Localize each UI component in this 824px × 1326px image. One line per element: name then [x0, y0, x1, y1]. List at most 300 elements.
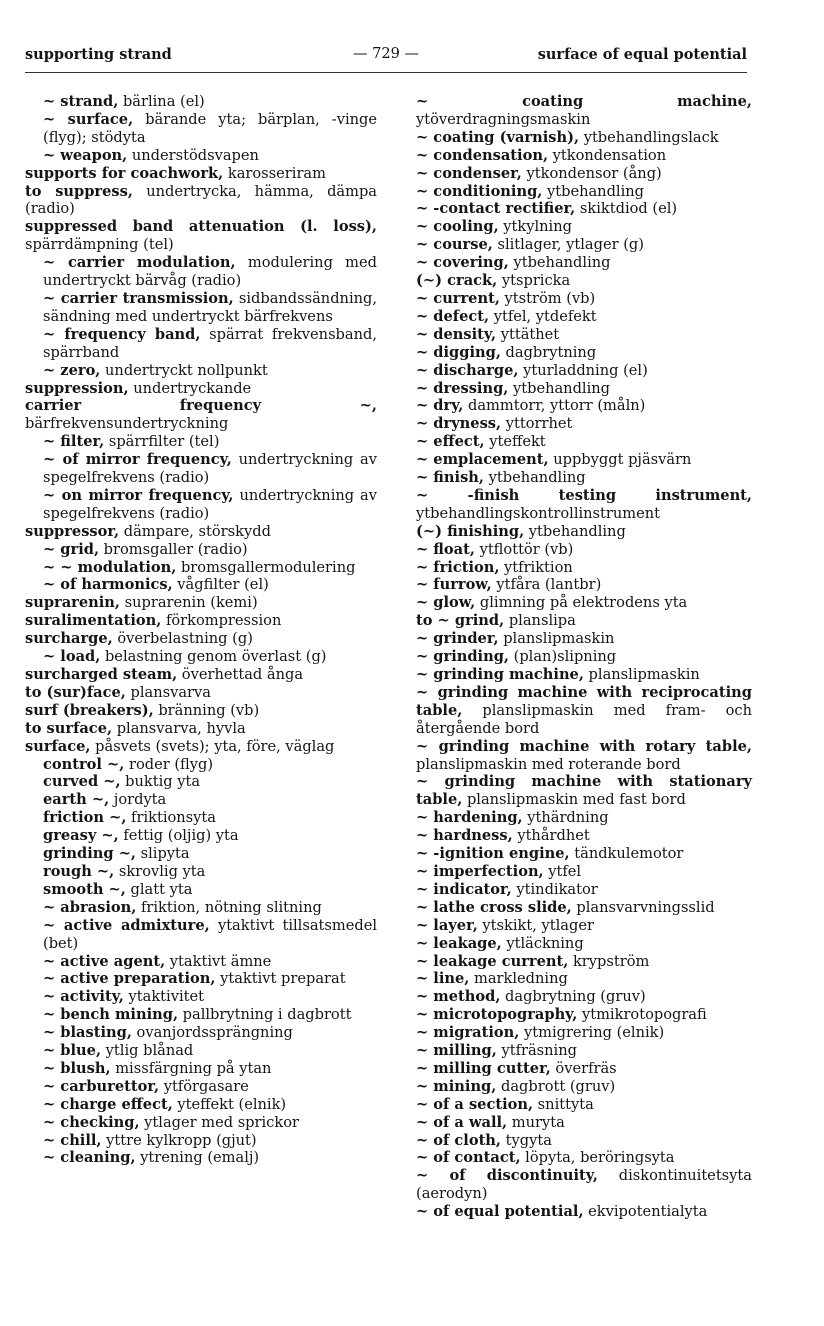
- dictionary-entry: [25, 648, 377, 666]
- dictionary-entry: [416, 1006, 752, 1024]
- dictionary-entry: [416, 415, 752, 433]
- entry-definition: förkompression: [161, 612, 282, 630]
- dictionary-entry: [25, 326, 377, 362]
- entry-term: ~ bench mining,: [43, 1006, 179, 1024]
- entry-term: ~ active preparation,: [43, 970, 216, 988]
- entry-definition: muryta: [507, 1113, 565, 1131]
- dictionary-entry: [25, 362, 377, 380]
- entry-term: surcharge,: [25, 630, 113, 648]
- entry-term: ~ of equal potential,: [416, 1203, 584, 1221]
- entry-definition: planslipmaskin: [498, 630, 615, 648]
- entry-term: ~ -finish testing instrument,: [416, 486, 752, 504]
- dictionary-entry: [25, 1149, 377, 1167]
- left-column: [25, 93, 377, 1167]
- entry-term: ~ dry,: [416, 397, 464, 415]
- entry-term: ~ cooling,: [416, 218, 499, 236]
- entry-definition: krypström: [568, 952, 650, 970]
- entry-definition: vågfilter (el): [172, 576, 269, 594]
- dictionary-entry: [416, 1096, 752, 1114]
- entry-term: suprarenin,: [25, 594, 120, 612]
- dictionary-entry: [25, 612, 377, 630]
- entry-definition: planslipmaskin: [583, 666, 700, 683]
- entry-definition: ytflottör (vb): [474, 540, 574, 558]
- entry-term: ~ grinding machine with reciprocating table,: [416, 683, 752, 719]
- entry-definition: ytkondensor (ång): [521, 164, 662, 182]
- entry-definition: yttre kylkropp (gjut): [101, 1131, 257, 1149]
- entry-term: ~ cleaning,: [43, 1149, 136, 1167]
- entry-definition: diskontinuitetsyta (aerodyn): [416, 1167, 752, 1203]
- entry-term: ~ of mirror frequency,: [43, 451, 232, 469]
- entry-definition: ytfåra (lantbr): [491, 576, 602, 594]
- entry-term: ~ abrasion,: [43, 898, 137, 916]
- dictionary-entry: [25, 666, 377, 684]
- entry-term: ~ method,: [416, 988, 501, 1006]
- entry-term: ~ load,: [43, 648, 101, 666]
- entry-definition: planslipmaskin med fram- och återgående bord: [416, 701, 752, 737]
- dictionary-entry: [25, 559, 377, 577]
- dictionary-entry: [25, 165, 377, 183]
- entry-term: ~ course,: [416, 236, 493, 254]
- entry-definition: planslipa: [504, 612, 576, 630]
- entry-definition: plansvarvningsslid: [571, 898, 715, 916]
- entry-term: ~ grinding machine,: [416, 666, 584, 683]
- dictionary-entry: [25, 397, 377, 433]
- entry-term: grinding ~,: [43, 845, 136, 863]
- entry-definition: bärlina (el): [118, 93, 205, 110]
- dictionary-entry: [25, 523, 377, 541]
- dictionary-entry: [416, 935, 752, 953]
- entry-definition: bromsgaller (radio): [99, 540, 248, 558]
- entry-term: ~ coating machine,: [416, 93, 752, 110]
- dictionary-entry: [25, 1042, 377, 1060]
- entry-definition: ytbehandling: [542, 182, 645, 200]
- entry-definition: ytaktivitet: [123, 988, 204, 1006]
- dictionary-entry: [416, 827, 752, 845]
- entry-definition: karosseriram: [223, 164, 326, 182]
- dictionary-entry: [25, 433, 377, 451]
- dictionary-entry: [416, 397, 752, 415]
- dictionary-entry: [416, 1167, 752, 1203]
- dictionary-entry: [416, 1203, 752, 1221]
- entry-term: ~ line,: [416, 970, 470, 988]
- entry-term: ~ of discontinuity,: [416, 1167, 598, 1185]
- entry-definition: ytaktivt tillsatsmedel (bet): [43, 916, 377, 952]
- dictionary-entry: [416, 236, 752, 254]
- entry-definition: ytaktivt ämne: [165, 952, 272, 970]
- entry-definition: roder (flyg): [124, 755, 214, 773]
- dictionary-entry: [416, 165, 752, 183]
- entry-definition: pallbrytning i dagbrott: [178, 1006, 352, 1024]
- entry-definition: påsvets (svets); yta, före, väglag: [90, 737, 335, 755]
- entry-term: ~ checking,: [43, 1113, 140, 1131]
- entry-term: to surface,: [25, 719, 113, 737]
- dictionary-entry: [416, 523, 752, 541]
- entry-term: ~ chill,: [43, 1131, 102, 1149]
- dictionary-entry: [416, 487, 752, 523]
- entry-definition: tygyta: [501, 1131, 552, 1149]
- entry-definition: undertrycka, hämma, dämpa (radio): [25, 182, 377, 218]
- entry-term: suppressor,: [25, 522, 120, 540]
- dictionary-entry: [25, 1024, 377, 1042]
- dictionary-entry: [416, 308, 752, 326]
- entry-definition: dammtorr, yttorr (måln): [463, 397, 646, 415]
- dictionary-entry: [416, 970, 752, 988]
- dictionary-entry: [25, 254, 377, 290]
- dictionary-entry: [416, 200, 752, 218]
- entry-definition: sidbandssändning, sändning med undertryckt bärfrekvens: [43, 289, 377, 325]
- dictionary-entry: [416, 451, 752, 469]
- dictionary-entry: [416, 1149, 752, 1167]
- dictionary-entry: [416, 1132, 752, 1150]
- entry-term: ~ digging,: [416, 343, 501, 361]
- entry-definition: ekvipotentialyta: [583, 1203, 708, 1221]
- dictionary-entry: [25, 684, 377, 702]
- entry-definition: missfärgning på ytan: [110, 1059, 272, 1077]
- entry-term: curved ~,: [43, 773, 121, 791]
- entry-definition: ythärdning: [522, 809, 609, 827]
- entry-definition: planslipmaskin med fast bord: [462, 791, 686, 809]
- dictionary-entry: [416, 1042, 752, 1060]
- entry-term: ~ hardness,: [416, 827, 513, 845]
- entry-definition: planslipmaskin med roterande bord: [416, 755, 681, 773]
- entry-definition: plansvarva, hyvla: [112, 719, 246, 737]
- dictionary-entry: [416, 272, 752, 290]
- entry-definition: dagbrytning (gruv): [500, 988, 646, 1006]
- entry-definition: undertryckning av spegelfrekvens (radio): [43, 451, 377, 487]
- dictionary-entry: [25, 1078, 377, 1096]
- entry-term: ~ weapon,: [43, 146, 128, 164]
- entry-definition: överhettad ånga: [177, 666, 304, 683]
- dictionary-entry: [25, 218, 377, 254]
- dictionary-entry: [25, 845, 377, 863]
- dictionary-entry: [416, 290, 752, 308]
- running-header: [25, 46, 747, 70]
- entry-definition: ytbehandlingslack: [579, 128, 719, 146]
- entry-definition: skiktdiod (el): [575, 200, 678, 218]
- dictionary-entry: [25, 594, 377, 612]
- dictionary-entry: [25, 630, 377, 648]
- entry-term: ~ blasting,: [43, 1024, 132, 1042]
- dictionary-entry: [25, 756, 377, 774]
- dictionary-entry: [25, 1060, 377, 1078]
- dictionary-entry: [416, 147, 752, 165]
- entry-term: ~ float,: [416, 540, 475, 558]
- entry-term: supports for coachwork,: [25, 164, 224, 182]
- dictionary-entry: [25, 1114, 377, 1132]
- entry-term: ~ finish,: [416, 469, 484, 487]
- entry-term: ~ on mirror frequency,: [43, 486, 234, 504]
- entry-definition: ytfräsning: [496, 1042, 577, 1060]
- entry-term: ~ ~ modulation,: [43, 558, 177, 576]
- entry-term: ~ effect,: [416, 433, 485, 451]
- entry-term: ~ furrow,: [416, 576, 492, 594]
- dictionary-entry: [25, 487, 377, 523]
- entry-definition: plansvarva: [125, 683, 211, 701]
- entry-definition: slipyta: [136, 845, 190, 863]
- entry-definition: ytfel, ytdefekt: [489, 307, 597, 325]
- entry-definition: markledning: [469, 970, 568, 988]
- dictionary-entry: [416, 630, 752, 648]
- entry-definition: ytförgasare: [159, 1077, 249, 1095]
- entry-term: to suppress,: [25, 182, 133, 200]
- entry-term: ~ carrier modulation,: [43, 254, 236, 272]
- entry-definition: yturladdning (el): [518, 361, 648, 379]
- entry-definition: dagbrott (gruv): [496, 1077, 616, 1095]
- entry-term: ~ of a wall,: [416, 1113, 508, 1131]
- dictionary-entry: [25, 720, 377, 738]
- dictionary-entry: [25, 988, 377, 1006]
- dictionary-entry: [25, 576, 377, 594]
- dictionary-entry: [416, 183, 752, 201]
- dictionary-entry: [416, 917, 752, 935]
- entry-term: ~ hardening,: [416, 809, 523, 827]
- entry-definition: buktig yta: [120, 773, 201, 791]
- dictionary-entry: [416, 344, 752, 362]
- entry-term: (~) crack,: [416, 272, 498, 290]
- dictionary-entry: [416, 953, 752, 971]
- entry-definition: undertryckande: [128, 379, 252, 397]
- entry-definition: ytmikrotopografi: [577, 1006, 707, 1024]
- entry-term: ~ condenser,: [416, 164, 522, 182]
- entry-term: rough ~,: [43, 862, 115, 880]
- entry-term: ~ blush,: [43, 1059, 111, 1077]
- entry-definition: ytbehandling: [508, 254, 611, 272]
- dictionary-entry: [25, 791, 377, 809]
- dictionary-entry: [25, 111, 377, 147]
- entry-term: ~ milling,: [416, 1042, 497, 1060]
- entry-definition: spärrdämpning (tel): [25, 236, 174, 254]
- entry-definition: yteffekt: [484, 433, 546, 451]
- entry-term: suppression,: [25, 379, 129, 397]
- entry-term: ~ grinding machine with rotary table,: [416, 737, 752, 755]
- entry-definition: ytkylning: [498, 218, 572, 236]
- entry-definition: ovanjordssprängning: [131, 1024, 293, 1042]
- entry-definition: undertryckning av spegelfrekvens (radio): [43, 486, 377, 522]
- entry-term: to ~ grind,: [416, 612, 505, 630]
- dictionary-entry: [25, 953, 377, 971]
- entry-definition: spärrfilter (tel): [104, 433, 220, 451]
- dictionary-entry: [25, 1096, 377, 1114]
- entry-term: smooth ~,: [43, 880, 126, 898]
- header-right-guideword: surface of equal potential: [537, 46, 747, 63]
- dictionary-entry: [25, 1006, 377, 1024]
- dictionary-entry: [416, 1078, 752, 1096]
- dictionary-entry: [416, 773, 752, 809]
- entry-definition: spärrat frekvensband, spärrband: [43, 325, 377, 361]
- entry-term: ~ grinding machine with stationary table,: [416, 773, 752, 809]
- dictionary-entry: [25, 881, 377, 899]
- entry-definition: ytbehandlingskontrollinstrument: [416, 504, 661, 522]
- dictionary-entry: [25, 917, 377, 953]
- entry-definition: glimning på elektrodens yta: [475, 594, 688, 612]
- entry-term: ~ active admixture,: [43, 916, 210, 934]
- entry-definition: ytström (vb): [499, 289, 596, 307]
- entry-term: ~ surface,: [43, 110, 134, 128]
- dictionary-entry: [25, 863, 377, 881]
- dictionary-entry: [25, 147, 377, 165]
- dictionary-entry: [416, 129, 752, 147]
- dictionary-entry: [416, 881, 752, 899]
- dictionary-entry: [416, 433, 752, 451]
- entry-definition: ytbehandling: [524, 522, 626, 540]
- entry-definition: yteffekt (elnik): [172, 1095, 287, 1113]
- dictionary-entry: [416, 559, 752, 577]
- entry-term: carrier frequency ~,: [25, 397, 377, 415]
- entry-term: ~ leakage current,: [416, 952, 569, 970]
- entry-definition: friktion, nötning slitning: [136, 898, 322, 916]
- dictionary-entry: [25, 1132, 377, 1150]
- dictionary-entry: [416, 1024, 752, 1042]
- entry-definition: ytskikt, ytlager: [477, 916, 594, 934]
- entry-term: ~ dryness,: [416, 415, 502, 433]
- dictionary-entry: [25, 183, 377, 219]
- entry-term: ~ of cloth,: [416, 1131, 501, 1149]
- dictionary-entry: [416, 541, 752, 559]
- entry-definition: undertryckt nollpunkt: [100, 361, 268, 379]
- dictionary-entry: [416, 738, 752, 774]
- entry-term: ~ layer,: [416, 916, 478, 934]
- entry-term: ~ grinding,: [416, 648, 509, 666]
- dictionary-entry: [25, 93, 377, 111]
- entry-definition: ytbehandling: [483, 469, 586, 487]
- entry-term: ~ activity,: [43, 988, 124, 1006]
- dictionary-entry: [416, 988, 752, 1006]
- entry-definition: uppbyggt pjäsvärn: [548, 451, 692, 469]
- entry-term: ~ milling cutter,: [416, 1059, 551, 1077]
- dictionary-entry: [416, 863, 752, 881]
- dictionary-entry: [25, 380, 377, 398]
- entry-definition: ytkondensation: [548, 146, 667, 164]
- entry-definition: ytöverdragningsmaskin: [416, 110, 591, 128]
- dictionary-entry: [416, 469, 752, 487]
- entry-term: ~ grid,: [43, 540, 100, 558]
- dictionary-entry: [416, 648, 752, 666]
- dictionary-entry: [416, 1114, 752, 1132]
- entry-term: ~ current,: [416, 289, 500, 307]
- entry-term: ~ coating (varnish),: [416, 128, 580, 146]
- dictionary-entry: [416, 218, 752, 236]
- dictionary-entry: [25, 702, 377, 720]
- entry-term: ~ friction,: [416, 558, 500, 576]
- dictionary-entry: [25, 899, 377, 917]
- entry-term: ~ dressing,: [416, 379, 509, 397]
- dictionary-entry: [25, 970, 377, 988]
- dictionary-entry: [416, 684, 752, 738]
- dictionary-entry: [25, 738, 377, 756]
- entry-definition: friktionsyta: [126, 809, 216, 827]
- dictionary-entry: [416, 326, 752, 344]
- entry-term: ~ charge effect,: [43, 1095, 173, 1113]
- entry-definition: understödsvapen: [127, 146, 259, 164]
- dictionary-entry: [416, 576, 752, 594]
- entry-term: ~ condensation,: [416, 146, 549, 164]
- dictionary-entry: [25, 290, 377, 326]
- entry-definition: ytfriktion: [499, 558, 573, 576]
- entry-term: ~ defect,: [416, 307, 490, 325]
- entry-term: control ~,: [43, 755, 125, 773]
- entry-term: earth ~,: [43, 791, 110, 809]
- entry-definition: dämpare, störskydd: [119, 522, 271, 540]
- entry-definition: ytbehandling: [508, 379, 611, 397]
- entry-term: suppressed band attenuation (l. loss),: [25, 218, 377, 236]
- entry-term: ~ blue,: [43, 1042, 102, 1060]
- entry-term: ~ of contact,: [416, 1149, 521, 1167]
- entry-term: ~ discharge,: [416, 361, 519, 379]
- dictionary-entry: [416, 254, 752, 272]
- entry-definition: ytfel: [543, 862, 582, 880]
- dictionary-entry: [416, 1060, 752, 1078]
- entry-definition: (plan)slipning: [509, 648, 617, 666]
- entry-term: ~ indicator,: [416, 880, 512, 898]
- entry-term: ~ carburettor,: [43, 1077, 160, 1095]
- entry-term: ~ of a section,: [416, 1095, 534, 1113]
- dictionary-entry: [25, 451, 377, 487]
- entry-term: ~ leakage,: [416, 934, 502, 952]
- dictionary-entry: [25, 827, 377, 845]
- entry-term: ~ density,: [416, 325, 497, 343]
- entry-term: ~ carrier transmission,: [43, 289, 234, 307]
- entry-definition: ytindikator: [511, 880, 598, 898]
- entry-term: ~ frequency band,: [43, 325, 201, 343]
- entry-definition: yttäthet: [496, 325, 560, 343]
- page-number: — 729 —: [353, 46, 419, 62]
- entry-term: ~ microtopography,: [416, 1006, 578, 1024]
- entry-term: ~ -ignition engine,: [416, 845, 570, 863]
- entry-term: ~ strand,: [43, 93, 119, 110]
- entry-definition: bromsgallermodulering: [176, 558, 356, 576]
- entry-definition: tändkulemotor: [569, 845, 684, 863]
- entry-term: to (sur)face,: [25, 683, 126, 701]
- entry-definition: dagbrytning: [500, 343, 597, 361]
- entry-term: friction ~,: [43, 809, 127, 827]
- entry-term: ~ migration,: [416, 1024, 520, 1042]
- header-left-guideword: supporting strand: [25, 46, 172, 63]
- entry-term: suralimentation,: [25, 612, 162, 630]
- entry-term: ~ -contact rectifier,: [416, 200, 576, 218]
- entry-definition: ytlager med sprickor: [139, 1113, 299, 1131]
- entry-term: ~ covering,: [416, 254, 509, 272]
- dictionary-entry: [416, 380, 752, 398]
- entry-definition: ytmigrering (elnik): [519, 1024, 665, 1042]
- entry-term: ~ mining,: [416, 1077, 497, 1095]
- dictionary-entry: [416, 93, 752, 129]
- entry-definition: modulering med undertryckt bärvåg (radio): [43, 254, 378, 290]
- dictionary-entry: [25, 809, 377, 827]
- entry-definition: bärfrekvensundertryckning: [25, 415, 229, 433]
- entry-term: surcharged steam,: [25, 666, 178, 683]
- entry-definition: ytlig blånad: [101, 1042, 194, 1060]
- entry-term: ~ grinder,: [416, 630, 499, 648]
- dictionary-entry: [416, 362, 752, 380]
- entry-term: ~ filter,: [43, 433, 105, 451]
- entry-term: (~) finishing,: [416, 522, 525, 540]
- entry-definition: snittyta: [533, 1095, 594, 1113]
- dictionary-entry: [416, 845, 752, 863]
- entry-definition: yttorrhet: [501, 415, 573, 433]
- entry-term: ~ glow,: [416, 594, 476, 612]
- entry-definition: belastning genom överlast (g): [100, 648, 327, 666]
- entry-definition: slitlager, ytlager (g): [492, 236, 644, 254]
- entry-term: greasy ~,: [43, 827, 119, 845]
- entry-definition: bränning (vb): [153, 701, 260, 719]
- right-column: [416, 93, 752, 1221]
- dictionary-entry: [416, 612, 752, 630]
- entry-definition: skrovlig yta: [114, 862, 206, 880]
- entry-definition: ytläckning: [501, 934, 584, 952]
- entry-definition: ytaktivt preparat: [215, 970, 346, 988]
- entry-definition: suprarenin (kemi): [120, 594, 258, 612]
- entry-definition: jordyta: [109, 791, 167, 809]
